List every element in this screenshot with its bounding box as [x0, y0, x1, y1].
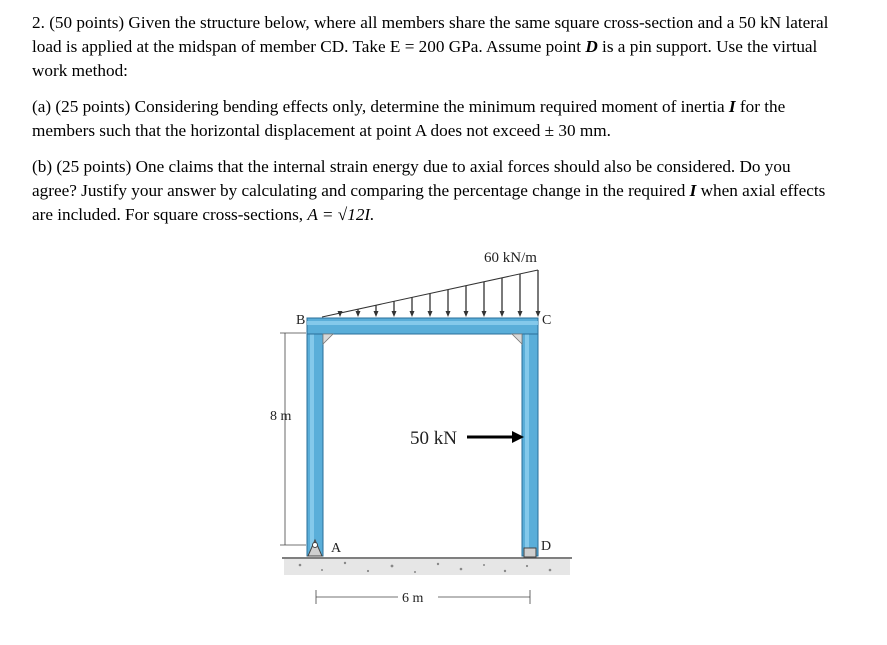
column-cd	[522, 318, 538, 556]
load-arrow-head	[392, 311, 397, 317]
part-b-text: (b) (25 points) One claims that the internal strain energy due to axial forces should also be considered. Do you agree? Justify your answer by calculating and comparing the percentage change in the required	[32, 157, 791, 200]
area-formula: = √12I.	[317, 205, 375, 224]
ground	[282, 558, 572, 575]
part-a-text: (a) (25 points) Considering bending effects only, determine the minimum required moment of inertia	[32, 97, 729, 116]
point-load-label: 50 kN	[410, 428, 457, 449]
load-arrow-head	[374, 311, 379, 317]
load-arrow-head	[500, 311, 505, 317]
load-arrow-head	[518, 311, 523, 317]
load-arrow-head	[536, 311, 541, 317]
part-a-tail: for the members such that the horizontal displacement at point A does not exceed ± 30 mm.	[32, 97, 786, 140]
load-arrow-head	[446, 311, 451, 317]
pin-support-d	[524, 548, 536, 557]
problem-statement-tail: is a pin support. Use the virtual work method:	[32, 37, 818, 80]
height-label: 8 m	[270, 409, 292, 424]
problem-statement-text: 2. (50 points) Given the structure below, where all members share the same square cross-section and a 50 kN lateral load is applied at the midspan of member CD. Take E = 200 GPa. Assume point	[32, 13, 829, 56]
width-label: 6 m	[402, 591, 424, 606]
column-ab-highlight	[310, 318, 314, 556]
node-c-label: C	[542, 313, 552, 328]
load-arrow-head	[428, 311, 433, 317]
beam-bc-highlight	[307, 321, 538, 325]
load-arrow-head	[410, 311, 415, 317]
column-ab	[307, 318, 323, 556]
height-dimension	[280, 333, 306, 545]
gusset-b	[323, 334, 333, 344]
load-arrow-head	[464, 311, 469, 317]
load-arrow-head	[482, 311, 487, 317]
inertia-symbol-b: I	[689, 181, 697, 200]
beam-bc	[307, 318, 538, 334]
point-load-arrow	[467, 431, 524, 443]
column-cd-highlight	[525, 318, 529, 556]
node-b-label: B	[296, 313, 306, 328]
part-b-mid: when axial effects are included. For square cross-sections,	[32, 181, 826, 224]
inertia-symbol-a: I	[728, 97, 736, 116]
area-symbol: A	[307, 205, 318, 224]
gusset-c	[512, 334, 522, 344]
distributed-load-label: 60 kN/m	[484, 250, 537, 266]
pin-point-symbol: D	[585, 37, 598, 56]
distributed-load	[338, 270, 541, 317]
load-arrow-head	[356, 311, 361, 317]
load-arrow-head	[338, 311, 343, 317]
node-a-label: A	[331, 541, 342, 556]
node-d-label: D	[541, 539, 552, 554]
